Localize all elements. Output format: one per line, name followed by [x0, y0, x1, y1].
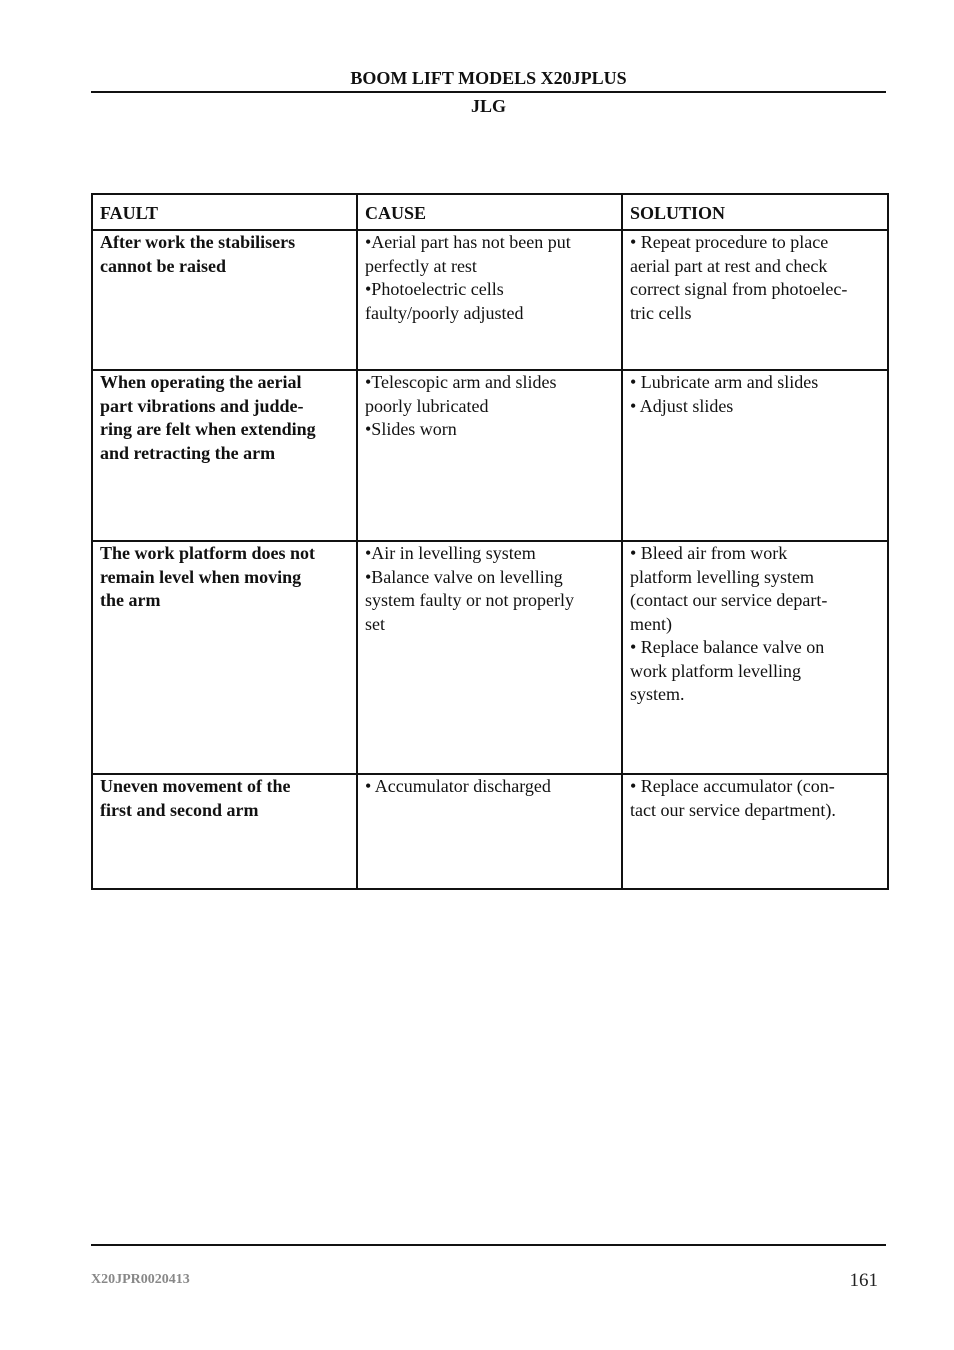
cell-line: cannot be raised	[100, 255, 226, 276]
cell-line: ment)	[630, 613, 672, 634]
cell-line: • Adjust slides	[630, 395, 734, 416]
table-row	[92, 370, 888, 541]
cell-line: system faulty or not properly	[365, 590, 574, 610]
cell-line: •Telescopic arm and slides	[365, 372, 557, 392]
cell-line: •Photoelectric cells	[365, 279, 504, 299]
cell-line: • Replace balance valve on	[630, 637, 825, 657]
cell-line: the arm	[100, 590, 161, 610]
cell-line: correct signal from photoelec-	[630, 279, 848, 299]
cell-line: and retracting the arm	[100, 442, 276, 463]
fault-cell	[92, 541, 357, 774]
cell-line: • Lubricate arm and slides	[630, 372, 819, 392]
cell-line: The work platform does not	[100, 543, 315, 563]
header-title: BOOM LIFT MODELS X20JPLUS	[91, 66, 886, 93]
cause-cell	[357, 774, 622, 889]
cell-line: Uneven movement of the	[100, 776, 291, 796]
cell-line: • Accumulator discharged	[365, 776, 551, 796]
solution-cell	[622, 230, 888, 370]
solution-cell	[622, 541, 888, 774]
cell-line: aerial part at rest and check	[630, 255, 828, 276]
fault-cell	[92, 370, 357, 541]
cell-line: (contact our service depart-	[630, 590, 828, 610]
header-subtitle: JLG	[470, 96, 506, 116]
cause-cell	[357, 370, 622, 541]
column-header-solution: SOLUTION	[622, 194, 888, 230]
cause-cell	[357, 541, 622, 774]
cell-line: • Bleed air from work	[630, 543, 788, 563]
cell-line: work platform levelling	[630, 660, 801, 681]
column-header-fault: FAULT	[92, 194, 357, 230]
cell-line: • Repeat procedure to place	[630, 232, 829, 252]
cell-line: set	[365, 613, 385, 634]
page-number: 161	[849, 1270, 878, 1291]
cell-line: •Aerial part has not been put	[365, 232, 571, 252]
footer-divider	[91, 1244, 886, 1246]
cell-line: part vibrations and judde-	[100, 395, 304, 416]
table-row	[92, 774, 888, 889]
cause-cell	[357, 230, 622, 370]
cell-line: tact our service department).	[630, 799, 836, 820]
document-code: X20JPR0020413	[91, 1272, 190, 1287]
page-header	[91, 66, 886, 118]
fault-table	[91, 193, 889, 890]
cell-line: faulty/poorly adjusted	[365, 302, 524, 323]
table-row	[92, 230, 888, 370]
fault-cell	[92, 230, 357, 370]
cell-line: • Replace accumulator (con-	[630, 776, 835, 796]
solution-cell	[622, 774, 888, 889]
cell-line: poorly lubricated	[365, 395, 489, 416]
cell-line: platform levelling system	[630, 566, 814, 587]
cell-line: •Air in levelling system	[365, 543, 536, 563]
cell-line: perfectly at rest	[365, 255, 477, 276]
cell-line: When operating the aerial	[100, 372, 302, 392]
cell-line: ring are felt when extending	[100, 419, 316, 439]
cell-line: After work the stabilisers	[100, 232, 296, 252]
fault-cell	[92, 774, 357, 889]
cell-line: system.	[630, 684, 685, 704]
cell-line: tric cells	[630, 302, 692, 323]
table-header-row	[92, 194, 888, 230]
cell-line: •Balance valve on levelling	[365, 566, 563, 587]
column-header-cause: CAUSE	[357, 194, 622, 230]
cell-line: first and second arm	[100, 799, 259, 820]
cell-line: •Slides worn	[365, 419, 457, 439]
table-row	[92, 541, 888, 774]
cell-line: remain level when moving	[100, 566, 302, 587]
solution-cell	[622, 370, 888, 541]
